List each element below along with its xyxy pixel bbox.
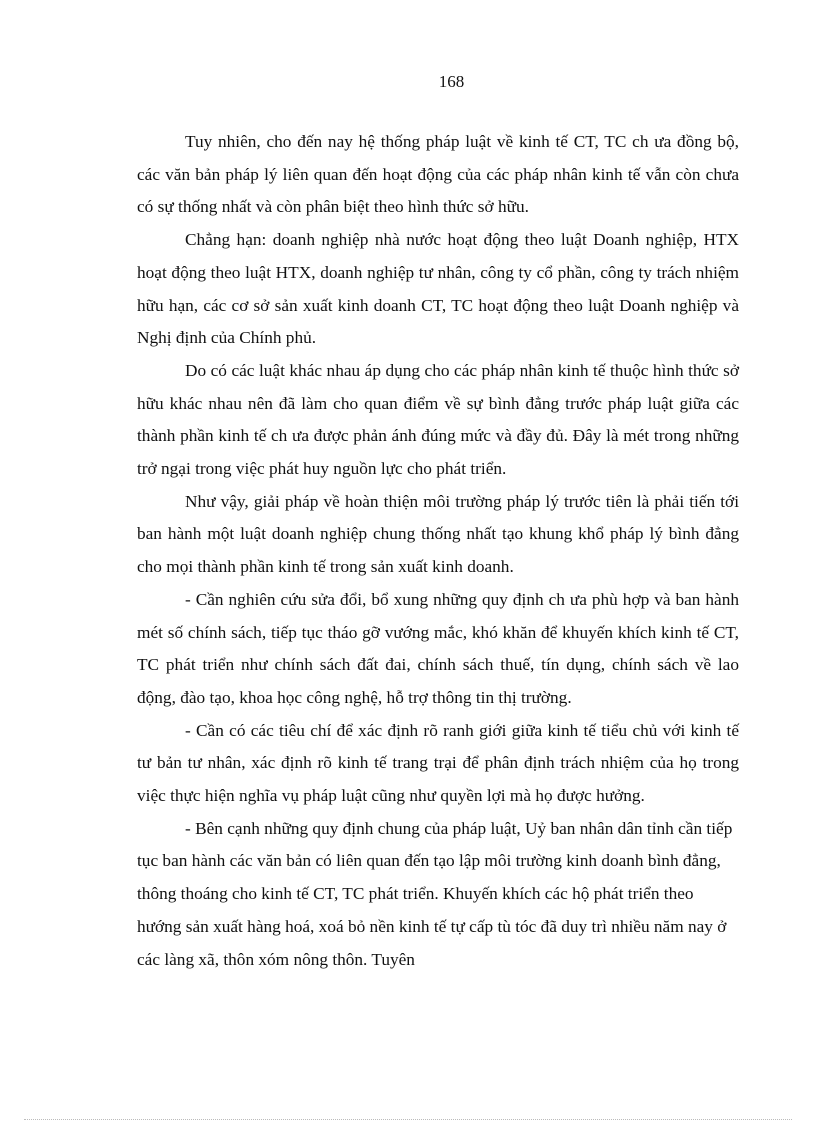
paragraph-5: - Cần nghiên cứu sửa đổi, bổ xung những quy định ch ưa phù hợp và ban hành mét số chính sách, tiếp tục tháo gỡ vướng mắc, khó khăn để khuyến khích kinh tế CT, TC phát triển như chính sách đất đai, chính sách thuế, tín dụng, chính sách về lao động, đào tạo, khoa học công nghệ, hỗ trợ thông tin thị trường. [137,589,739,707]
page-number: 168 [438,72,465,91]
paragraph-3: Do có các luật khác nhau áp dụng cho các pháp nhân kinh tế thuộc hình thức sở hữu khác nhau nên đã làm cho quan điểm về sự bình đẳng trước pháp luật giữa các thành phần kinh tế ch ưa được phản ánh đúng mức và đầy đủ. Đây là mét trong những trở ngại trong việc phát huy nguồn lực cho phát triển. [137,360,739,479]
paragraph-7: - Bên cạnh những quy định chung của pháp luật, Uỷ ban nhân dân tỉnh cần tiếp tục ban hành các văn bản có liên quan đến tạo lập môi trường kinh doanh bình đẳng, thông thoáng cho kinh tế CT, TC phát triển. Khuyến khích các hộ phát triển theo hướng sản xuất hàng hoá, xoá bỏ nền kinh tế tự cấp tù tóc đã duy trì nhiều năm nay ở các làng xã, thôn xóm nông thôn. Tuyên [137,818,733,969]
page-bottom-divider [24,1119,792,1120]
paragraph-1: Tuy nhiên, cho đến nay hệ thống pháp luật về kinh tế CT, TC ch ưa đồng bộ, các văn bản pháp lý liên quan đến hoạt động của các pháp nhân kinh tế vẫn còn chưa có sự thống nhất và còn phân biệt theo hình thức sở hữu. [137,132,739,217]
document-body [137,126,739,976]
paragraph-2: Chẳng hạn: doanh nghiệp nhà nước hoạt động theo luật Doanh nghiệp, HTX hoạt động theo luật HTX, doanh nghiệp tư nhân, công ty cổ phần, công ty trách nhiệm hữu hạn, các cơ sở sản xuất kinh doanh CT, TC hoạt động theo luật Doanh nghiệp và Nghị định của Chính phủ. [137,230,739,348]
paragraph-4: Như vậy, giải pháp về hoàn thiện môi trường pháp lý trước tiên là phải tiến tới ban hành một luật doanh nghiệp chung thống nhất tạo khung khổ pháp lý bình đẳng cho mọi thành phần kinh tế trong sản xuất kinh doanh. [137,491,739,577]
paragraph-6: - Cần có các tiêu chí để xác định rõ ranh giới giữa kinh tế tiểu chủ với kinh tế tư bản tư nhân, xác định rõ kinh tế trang trại để phân định trách nhiệm của họ trong việc thực hiện nghĩa vụ pháp luật cũng như quyền lợi mà họ được hưởng. [137,720,739,806]
